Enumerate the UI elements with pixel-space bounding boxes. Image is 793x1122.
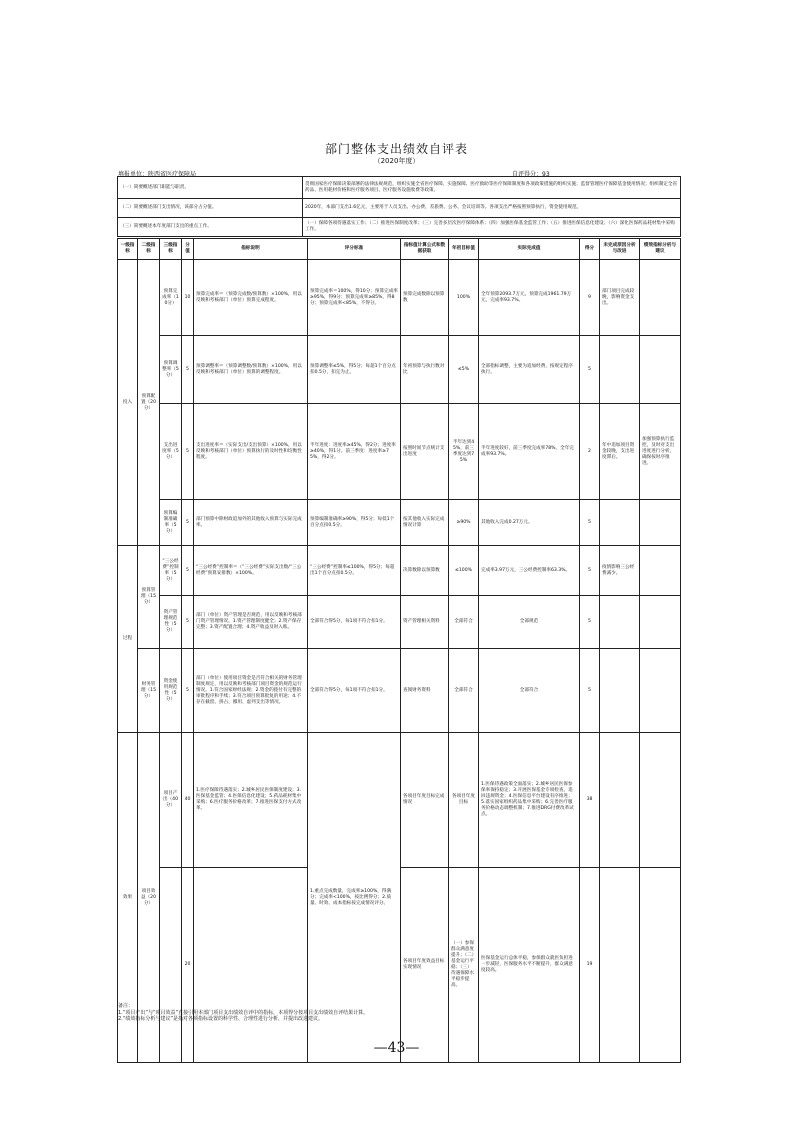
header-cell: 年初目标值	[449, 239, 479, 260]
reason-cell	[600, 733, 640, 868]
desc-cell: 部门（单位）使用项目资金是否符合相关的财务管理制度规定，用以反映和考核部门项目资金的规范运行情况。1.符合国家财经法规；2.资金的拨付有完整的审批程序和手续；3.符合项目预算批复的用途；4.不存在截留、挤占、挪用、虚列支出等情况。	[194, 649, 308, 733]
actual-cell: 全年预算2093.7万元，预算完成1961.79万元，完成率93.7%。	[479, 260, 580, 336]
formula-cell: 资产管理相关资料	[401, 596, 449, 649]
page-number: —43—	[373, 1040, 420, 1056]
suggest-cell	[640, 596, 681, 649]
desc-cell: 预算完成率＝（预算完成数/预算数）×100%，用以反映和考核部门（单位）预算完成程度。	[194, 260, 308, 336]
header-cell: 指标值计算公式和数据获取	[401, 239, 449, 260]
header-cell: 分值	[182, 239, 194, 260]
overview-text: （一）保障各项待遇落实工作；（二）推进医保制度改革；（三）完善多层次医疗保障体系；（四）加强医保基金监管工作；（五）推进医保信息化建设；（六）深化医保药品耗材集中采购工作。	[303, 218, 681, 237]
page-subtitle: （2020年度）	[373, 157, 420, 165]
actual-cell: 半年进度较好，前三季度完成率78%，全年完成率93.7%。	[479, 404, 580, 500]
l2-cell: 项目效益（20分）	[138, 733, 160, 1063]
suggest-cell	[640, 733, 681, 868]
table-row	[118, 336, 681, 404]
criteria-cell: 全部符合得5分，每1项不符合扣1分。	[308, 649, 401, 733]
actual-cell: 全部规范	[479, 596, 580, 649]
l3-cell: 项目产出（40分）	[160, 733, 182, 868]
table-row	[118, 596, 681, 649]
l3-cell: 预算编制准确率（5分）	[160, 500, 182, 546]
header-cell: 实际完成值	[479, 239, 580, 260]
reason-cell	[600, 336, 640, 404]
target-cell: 全部符合	[449, 649, 479, 733]
note-line: 备注：	[118, 1003, 134, 1009]
weight-cell: 5	[182, 336, 194, 404]
header-cell: 二级指标	[138, 239, 160, 260]
score-cell: 19	[580, 868, 600, 1063]
table-row	[118, 500, 681, 546]
actual-cell: 完成率3.97万元，三公经费控制率63.3%。	[479, 546, 580, 596]
reason-cell	[600, 596, 640, 649]
formula-cell: 决算数除以预算数	[401, 546, 449, 596]
l2-cell: 财务管理（15分）	[138, 649, 160, 733]
indicator-table	[117, 238, 681, 1063]
l3-cell: 预算调整率（5分）	[160, 336, 182, 404]
suggest-cell: 加强预算执行监控，及时对支出进度进行分析，确保按时序推进。	[640, 404, 681, 500]
weight-cell: 5	[182, 596, 194, 649]
l3-cell: 预算完成率（10分）	[160, 260, 182, 336]
l2-cell: 预算管理（15分）	[138, 546, 160, 649]
actual-cell: 医保基金运行总体平稳，参保群众就医负担进一步减轻，医保服务水平不断提升，群众满意度较高。	[479, 868, 580, 1063]
header-cell: 得分	[580, 239, 600, 260]
target-cell: 全部符合	[449, 596, 479, 649]
reason-cell: 疫情影响三公经费减少。	[600, 546, 640, 596]
criteria-cell: 预算编制准确率≥90%，得5分；每低1个百分点扣0.5分。	[308, 500, 401, 546]
target-cell: 100%	[449, 260, 479, 336]
header-cell: 指标说明	[194, 239, 308, 260]
score-cell: 38	[580, 733, 600, 868]
formula-cell: 按照时间节点统计支出进度	[401, 404, 449, 500]
l3-cell	[160, 868, 182, 1063]
weight-cell: 5	[182, 404, 194, 500]
criteria-cell: 1.重点完成数量，完成率≥100%，得满分；完成率<100%，按比例得分；2.质量、时效、成本指标按完成情况评分。	[308, 733, 401, 1063]
header-cell: 一级指标	[118, 239, 138, 260]
desc-cell: 部门（单位）资产管理是否规范，用以反映和考核部门资产管理情况。1.资产管理制度健全；2.资产保存完整；3.资产配置合理；4.资产收益及时入账。	[194, 596, 308, 649]
actual-cell: 1.医保待遇政策全面落实；2.城乡居民医保参保率保持稳定；3.开展医保基金专项检查，追回违规资金；4.医保信息平台建设有序推进；5.落实国家组织药品集中采购；6.完善医疗服务价格动态调整机制；7.推进DRG付费改革试点。	[479, 733, 580, 868]
note-line: 1.“项目产出”与“项目效益”直接引用本部门项目支出绩效自评中的指标，本项得分按项目支出绩效自评结果计算。	[118, 1009, 369, 1016]
suggest-cell	[640, 500, 681, 546]
header-cell: 绩效指标分析与建议	[640, 239, 681, 260]
group-cell: 效果	[118, 733, 138, 1063]
table-row	[118, 649, 681, 733]
weight-cell: 5	[182, 649, 194, 733]
target-cell: ≤5%	[449, 336, 479, 404]
formula-cell: 各项目年度目标完成情况	[401, 733, 449, 868]
formula-cell: 各项目年度效益目标实现情况	[401, 868, 449, 1063]
table-row	[118, 260, 681, 336]
score-cell: 9	[580, 260, 600, 336]
table-row	[118, 733, 681, 868]
desc-cell: “三公经费”控制率＝（“三公经费”实际支出数/“三公经费”预算安排数）×100%。	[194, 546, 308, 596]
notes	[118, 1003, 678, 1023]
l3-cell: 资产管理规范性（5分）	[160, 596, 182, 649]
actual-cell: 全部指标调整，主要为追加经费，按规定程序执行。	[479, 336, 580, 404]
header-cell: 三级指标	[160, 239, 182, 260]
desc-cell: 1.医疗保障待遇落实；2.城乡居民医保制度建设；3.医保基金监管；4.医保信息化建设；5.药品耗材集中采购；6.医疗服务价格改革；7.推进医保支付方式改革。	[194, 733, 308, 868]
suggest-cell	[640, 546, 681, 596]
table-header	[118, 239, 681, 260]
formula-cell: 查阅财务资料	[401, 649, 449, 733]
overview-table	[117, 176, 681, 237]
reason-cell: 部门项目完成较晚，影响资金支出。	[600, 260, 640, 336]
score-cell: 5	[580, 649, 600, 733]
weight-cell: 40	[182, 733, 194, 868]
overview-label: （一）简要概述部门职能与职责。	[118, 177, 303, 199]
formula-cell: 年初预算与执行数对比	[401, 336, 449, 404]
score-cell: 2	[580, 404, 600, 500]
self-score: 自评得分：93	[512, 171, 550, 178]
score-cell: 5	[580, 596, 600, 649]
l3-cell: 资金使用规范性（5分）	[160, 649, 182, 733]
suggest-cell	[640, 868, 681, 1063]
formula-cell: 按其他收入实际完成情况计算	[401, 500, 449, 546]
desc-cell: 部门预算中除财政追加外的其他收入预算与实际完成率。	[194, 500, 308, 546]
overview-row	[118, 177, 681, 199]
group-cell: 投入	[118, 260, 138, 546]
reporting-unit: 填报单位：陕西省医疗保障局	[118, 171, 197, 178]
target-cell: （一）参保群众满意度提升；（二）基金运行平稳；（三）待遇保障水平稳步提高。	[449, 868, 479, 1063]
suggest-cell	[640, 649, 681, 733]
criteria-cell: “三公经费”控制率≤100%，得5分；每超出1个百分点扣0.5分。	[308, 546, 401, 596]
reason-cell	[600, 500, 640, 546]
actual-cell: 全部符合	[479, 649, 580, 733]
reason-cell	[600, 649, 640, 733]
overview-text: 贯彻国家医疗保障决策部署的法律法规规范，组织实施全省医疗保障，实施保障、医疗救助等医疗保障制度和各项政策措施的组织实施；监督管理医疗保障基金使用情况；组织制定全省药品、医用耗材价格和医疗服务项目、医疗服务设施收费等政策。	[303, 177, 681, 199]
weight-cell: 20	[182, 868, 194, 1063]
overview-row	[118, 218, 681, 237]
header-cell: 未完成原因分析与改进	[600, 239, 640, 260]
criteria-cell: 半年进度：进度率≥45%，得2分；进度率≥40%，得1分。前三季度：进度率≥75%，得2分。	[308, 404, 401, 500]
page-title: 部门整体支出绩效自评表	[324, 142, 468, 156]
l2-cell: 预算配置（20分）	[138, 260, 160, 546]
target-cell: 各项目年度目标	[449, 733, 479, 868]
overview-label: （三）简要概述本年度部门支出的重点工作。	[118, 218, 303, 237]
target-cell: ≤100%	[449, 546, 479, 596]
formula-cell: 预算完成数除以预算数	[401, 260, 449, 336]
desc-cell: 支出进度率＝（实际支出/支出预算）×100%，用以反映和考核部门（单位）预算执行的及时性和均衡性程度。	[194, 404, 308, 500]
criteria-cell: 预算调整率≤5%，得5分；每超1个百分点扣0.5分，扣完为止。	[308, 336, 401, 404]
reason-cell: 年中追加项目资金较晚，支出进度滞后。	[600, 404, 640, 500]
header-cell: 评分标准	[308, 239, 401, 260]
weight-cell: 10	[182, 260, 194, 336]
overview-text: 2020年，本部门支出1.6亿元，主要用于人员支出、办公费、差旅费、公务、会议培训等。各项支出严格按照预算执行，资金使用规范。	[303, 199, 681, 218]
suggest-cell	[640, 260, 681, 336]
weight-cell: 5	[182, 500, 194, 546]
group-cell: 过程	[118, 546, 138, 733]
score-cell: 5	[580, 336, 600, 404]
l3-cell: 支出进度率（5分）	[160, 404, 182, 500]
note-line: 2.“绩效指标分析与建议”是指对各项指标设置的科学性、合理性进行分析，并提出改进建议。	[118, 1016, 323, 1022]
criteria-cell: 预算完成率＝100%，得10分；预算完成率≥95%，得9分；预算完成率≥85%，得8分；预算完成率<85%，不得分。	[308, 260, 401, 336]
actual-cell: 其他收入完成0.27万元。	[479, 500, 580, 546]
target-cell: ≥90%	[449, 500, 479, 546]
criteria-cell: 全部符合得5分，每1项不符合扣1分。	[308, 596, 401, 649]
target-cell: 半年达到45%，前三季度达到75%	[449, 404, 479, 500]
l3-cell: “三公经费”控制率（5分）	[160, 546, 182, 596]
score-cell: 5	[580, 546, 600, 596]
reason-cell	[600, 868, 640, 1063]
desc-cell	[194, 868, 308, 1063]
weight-cell: 5	[182, 546, 194, 596]
overview-label: （二）简要概述部门支出情况，该部分占分值。	[118, 199, 303, 218]
desc-cell: 预算调整率＝（预算调整数/预算数）×100%，用以反映和考核部门（单位）预算的调整程度。	[194, 336, 308, 404]
table-row	[118, 546, 681, 596]
table-row	[118, 404, 681, 500]
overview-row	[118, 199, 681, 218]
score-cell: 5	[580, 500, 600, 546]
suggest-cell	[640, 336, 681, 404]
